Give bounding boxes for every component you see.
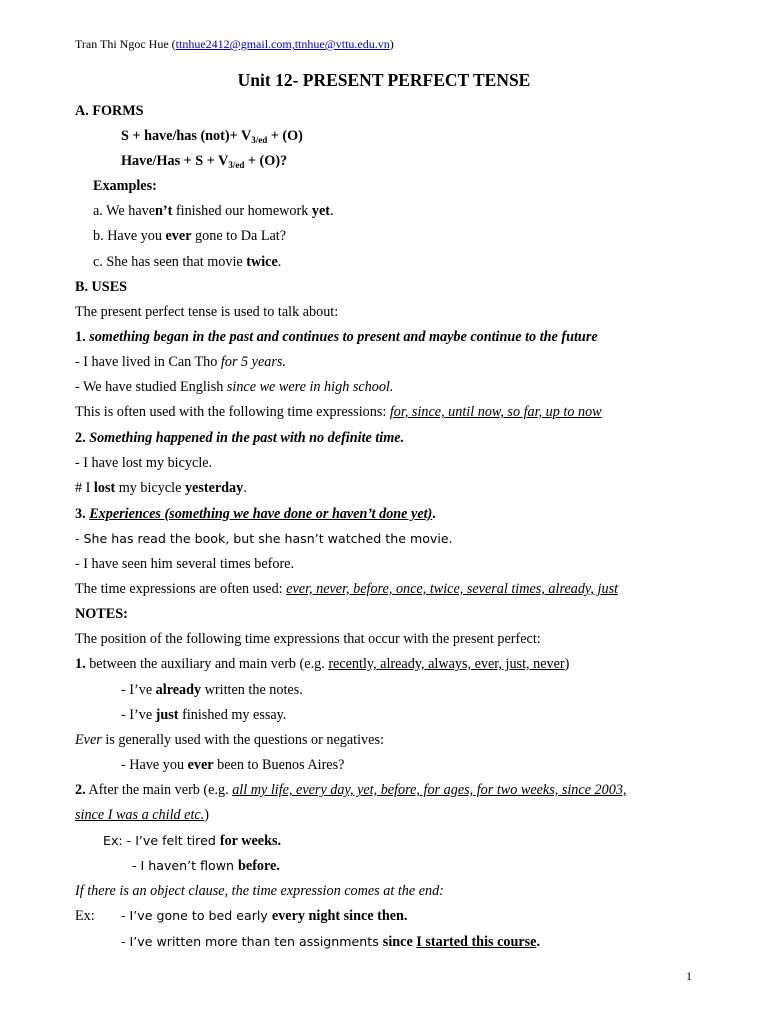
- example-b-part: b. Have you: [93, 228, 166, 244]
- use-1-number: 1.: [75, 329, 86, 345]
- note-1-example-2: [121, 706, 286, 724]
- header-close-paren: ): [389, 37, 394, 51]
- ever-example-part: - Have you: [121, 757, 188, 773]
- clause-example-2-dot: .: [536, 934, 541, 950]
- ever-example: [121, 756, 344, 774]
- note-2: [75, 781, 626, 799]
- example-c-part: .: [277, 254, 282, 270]
- clause-example-1: [121, 907, 407, 925]
- note-2-list-continued: since I was a child etc.: [75, 807, 205, 823]
- example-b: [93, 227, 286, 245]
- use-2-number: 2.: [75, 430, 86, 446]
- ever-note-text: is generally used with the questions or negatives:: [101, 732, 384, 748]
- note-1-example-1-part: - I’ve: [121, 682, 156, 698]
- example-a-part: finished our homework: [172, 203, 312, 219]
- use-3-example-2: - I have seen him several times before.: [75, 556, 295, 572]
- clause-example-2-bold: since: [382, 934, 413, 950]
- note-2-example-1-text: Ex: - I’ve felt tired: [103, 833, 220, 848]
- example-b-bold: ever: [165, 228, 192, 244]
- uses-heading: B. USES: [75, 279, 128, 295]
- notes-heading: NOTES:: [75, 606, 128, 622]
- use-1-example-1-text: - I have lived in Can Tho: [75, 354, 221, 370]
- form-affirmative-sub: 3/ed: [251, 135, 268, 145]
- note-2-list: all my life, every day, yet, before, for ages, for two weeks, since 2003,: [232, 782, 627, 798]
- page-title: Unit 12- PRESENT PERFECT TENSE: [237, 70, 531, 90]
- note-1-example-1-bold: already: [155, 682, 202, 698]
- form-affirmative-end: + (O): [267, 128, 303, 144]
- email-link[interactable]: ttnhue2412@gmail.com,ttnhue@vttu.edu.vn: [175, 37, 390, 51]
- note-1: [75, 655, 569, 673]
- note-1-example-1: [121, 681, 303, 699]
- use-1-text: something began in the past and continues to present and maybe continue to the future: [89, 329, 598, 345]
- examples-label: Examples:: [93, 178, 157, 194]
- use-3-time-expressions: [75, 580, 618, 598]
- use-1: [75, 328, 598, 346]
- use-1-time-expressions: [75, 403, 602, 421]
- clause-example-2-underlined: I started this course: [416, 934, 537, 950]
- use-3-number: 3.: [75, 506, 86, 522]
- use-2-example-2: [75, 479, 247, 497]
- example-a-part: .: [329, 203, 334, 219]
- form-affirmative: [121, 127, 303, 145]
- note-1-list: recently, already, always, ever, just, never: [328, 656, 565, 672]
- use-3: [75, 505, 436, 523]
- form-affirmative-text: S + have/has (not)+ V: [121, 128, 252, 144]
- ever-example-part: been to Buenos Aires?: [213, 757, 345, 773]
- form-question: [121, 152, 287, 170]
- example-c-bold: twice: [246, 254, 278, 270]
- clause-note: If there is an object clause, the time expression comes at the end:: [75, 883, 444, 899]
- use-3-time-intro: The time expressions are often used:: [75, 581, 287, 597]
- use-2-example-1: - I have lost my bicycle.: [75, 455, 213, 471]
- use-2: [75, 429, 404, 447]
- use-1-example-2: [75, 378, 393, 396]
- use-1-example-1-italic: for 5 years.: [220, 354, 286, 370]
- note-1-example-2-bold: just: [155, 707, 179, 723]
- note-1-example-1-part: written the notes.: [201, 682, 303, 698]
- note-2-example-1: [103, 832, 281, 850]
- example-b-part: gone to Da Lat?: [191, 228, 287, 244]
- note-2-example-1-bold: for weeks.: [219, 833, 282, 849]
- clause-example-2: [121, 933, 540, 951]
- form-question-end: + (O)?: [244, 153, 288, 169]
- use-1-time-list: for, since, until now, so far, up to now: [389, 404, 602, 420]
- note-1-text: between the auxiliary and main verb (e.g.: [85, 656, 329, 672]
- use-1-example-1: [75, 353, 286, 371]
- note-2-example-2-text: - I haven’t flown: [132, 858, 239, 873]
- forms-heading: A. FORMS: [75, 103, 144, 119]
- uses-intro: The present perfect tense is used to talk about:: [75, 304, 339, 320]
- use-1-example-2-text: - We have studied English: [75, 379, 227, 395]
- use-2-example-2-part: .: [243, 480, 247, 496]
- form-question-text: Have/Has + S + V: [121, 153, 229, 169]
- example-a-bold: yet: [311, 203, 330, 219]
- note-2-close: ): [204, 807, 209, 823]
- clause-example-1-text: - I’ve gone to bed early: [121, 908, 272, 923]
- page-header: [75, 35, 394, 53]
- note-1-number: 1.: [75, 656, 86, 672]
- ever-note-word: Ever: [75, 732, 102, 748]
- note-1-example-2-part: - I’ve: [121, 707, 156, 723]
- note-2-example-2-bold: before.: [238, 858, 280, 874]
- use-3-dot: .: [432, 506, 436, 522]
- note-2-continued: [75, 806, 209, 824]
- use-3-time-list: ever, never, before, once, twice, several times, already, just: [286, 581, 619, 597]
- use-3-example-1: - She has read the book, but she hasn’t watched the movie.: [75, 531, 453, 546]
- use-2-text: Something happened in the past with no definite time.: [89, 430, 405, 446]
- clause-example-label: Ex:: [75, 908, 95, 924]
- note-1-example-2-part: finished my essay.: [178, 707, 287, 723]
- use-2-example-2-part: # I: [75, 480, 94, 496]
- page-number: 1: [686, 969, 692, 983]
- use-2-example-2-bold: lost: [93, 480, 116, 496]
- ever-example-bold: ever: [187, 757, 214, 773]
- note-1-close: ): [564, 656, 570, 672]
- clause-example-2-text: - I’ve written more than ten assignments: [121, 934, 383, 949]
- form-question-sub: 3/ed: [228, 160, 245, 170]
- use-2-example-2-part: my bicycle: [115, 480, 185, 496]
- example-a: [93, 202, 334, 220]
- use-1-example-2-italic: since we were in high school.: [226, 379, 394, 395]
- example-c-part: c. She has seen that movie: [93, 254, 247, 270]
- author-name: Tran Thi Ngoc Hue (: [75, 37, 176, 51]
- note-2-number: 2.: [75, 782, 86, 798]
- note-2-text: After the main verb (e.g.: [85, 782, 233, 798]
- use-1-time-intro: This is often used with the following time expressions:: [75, 404, 390, 420]
- clause-example-1-bold: every night since then.: [271, 908, 408, 924]
- notes-intro: The position of the following time expressions that occur with the present perfect:: [75, 631, 541, 647]
- ever-note: [75, 731, 384, 749]
- note-2-example-2: [132, 857, 280, 875]
- example-a-bold: n’t: [155, 203, 173, 219]
- use-3-text: Experiences (something we have done or haven’t done yet): [89, 506, 433, 522]
- example-a-part: a. We have: [93, 203, 156, 219]
- example-c: [93, 253, 281, 271]
- use-2-example-2-bold: yesterday: [184, 480, 244, 496]
